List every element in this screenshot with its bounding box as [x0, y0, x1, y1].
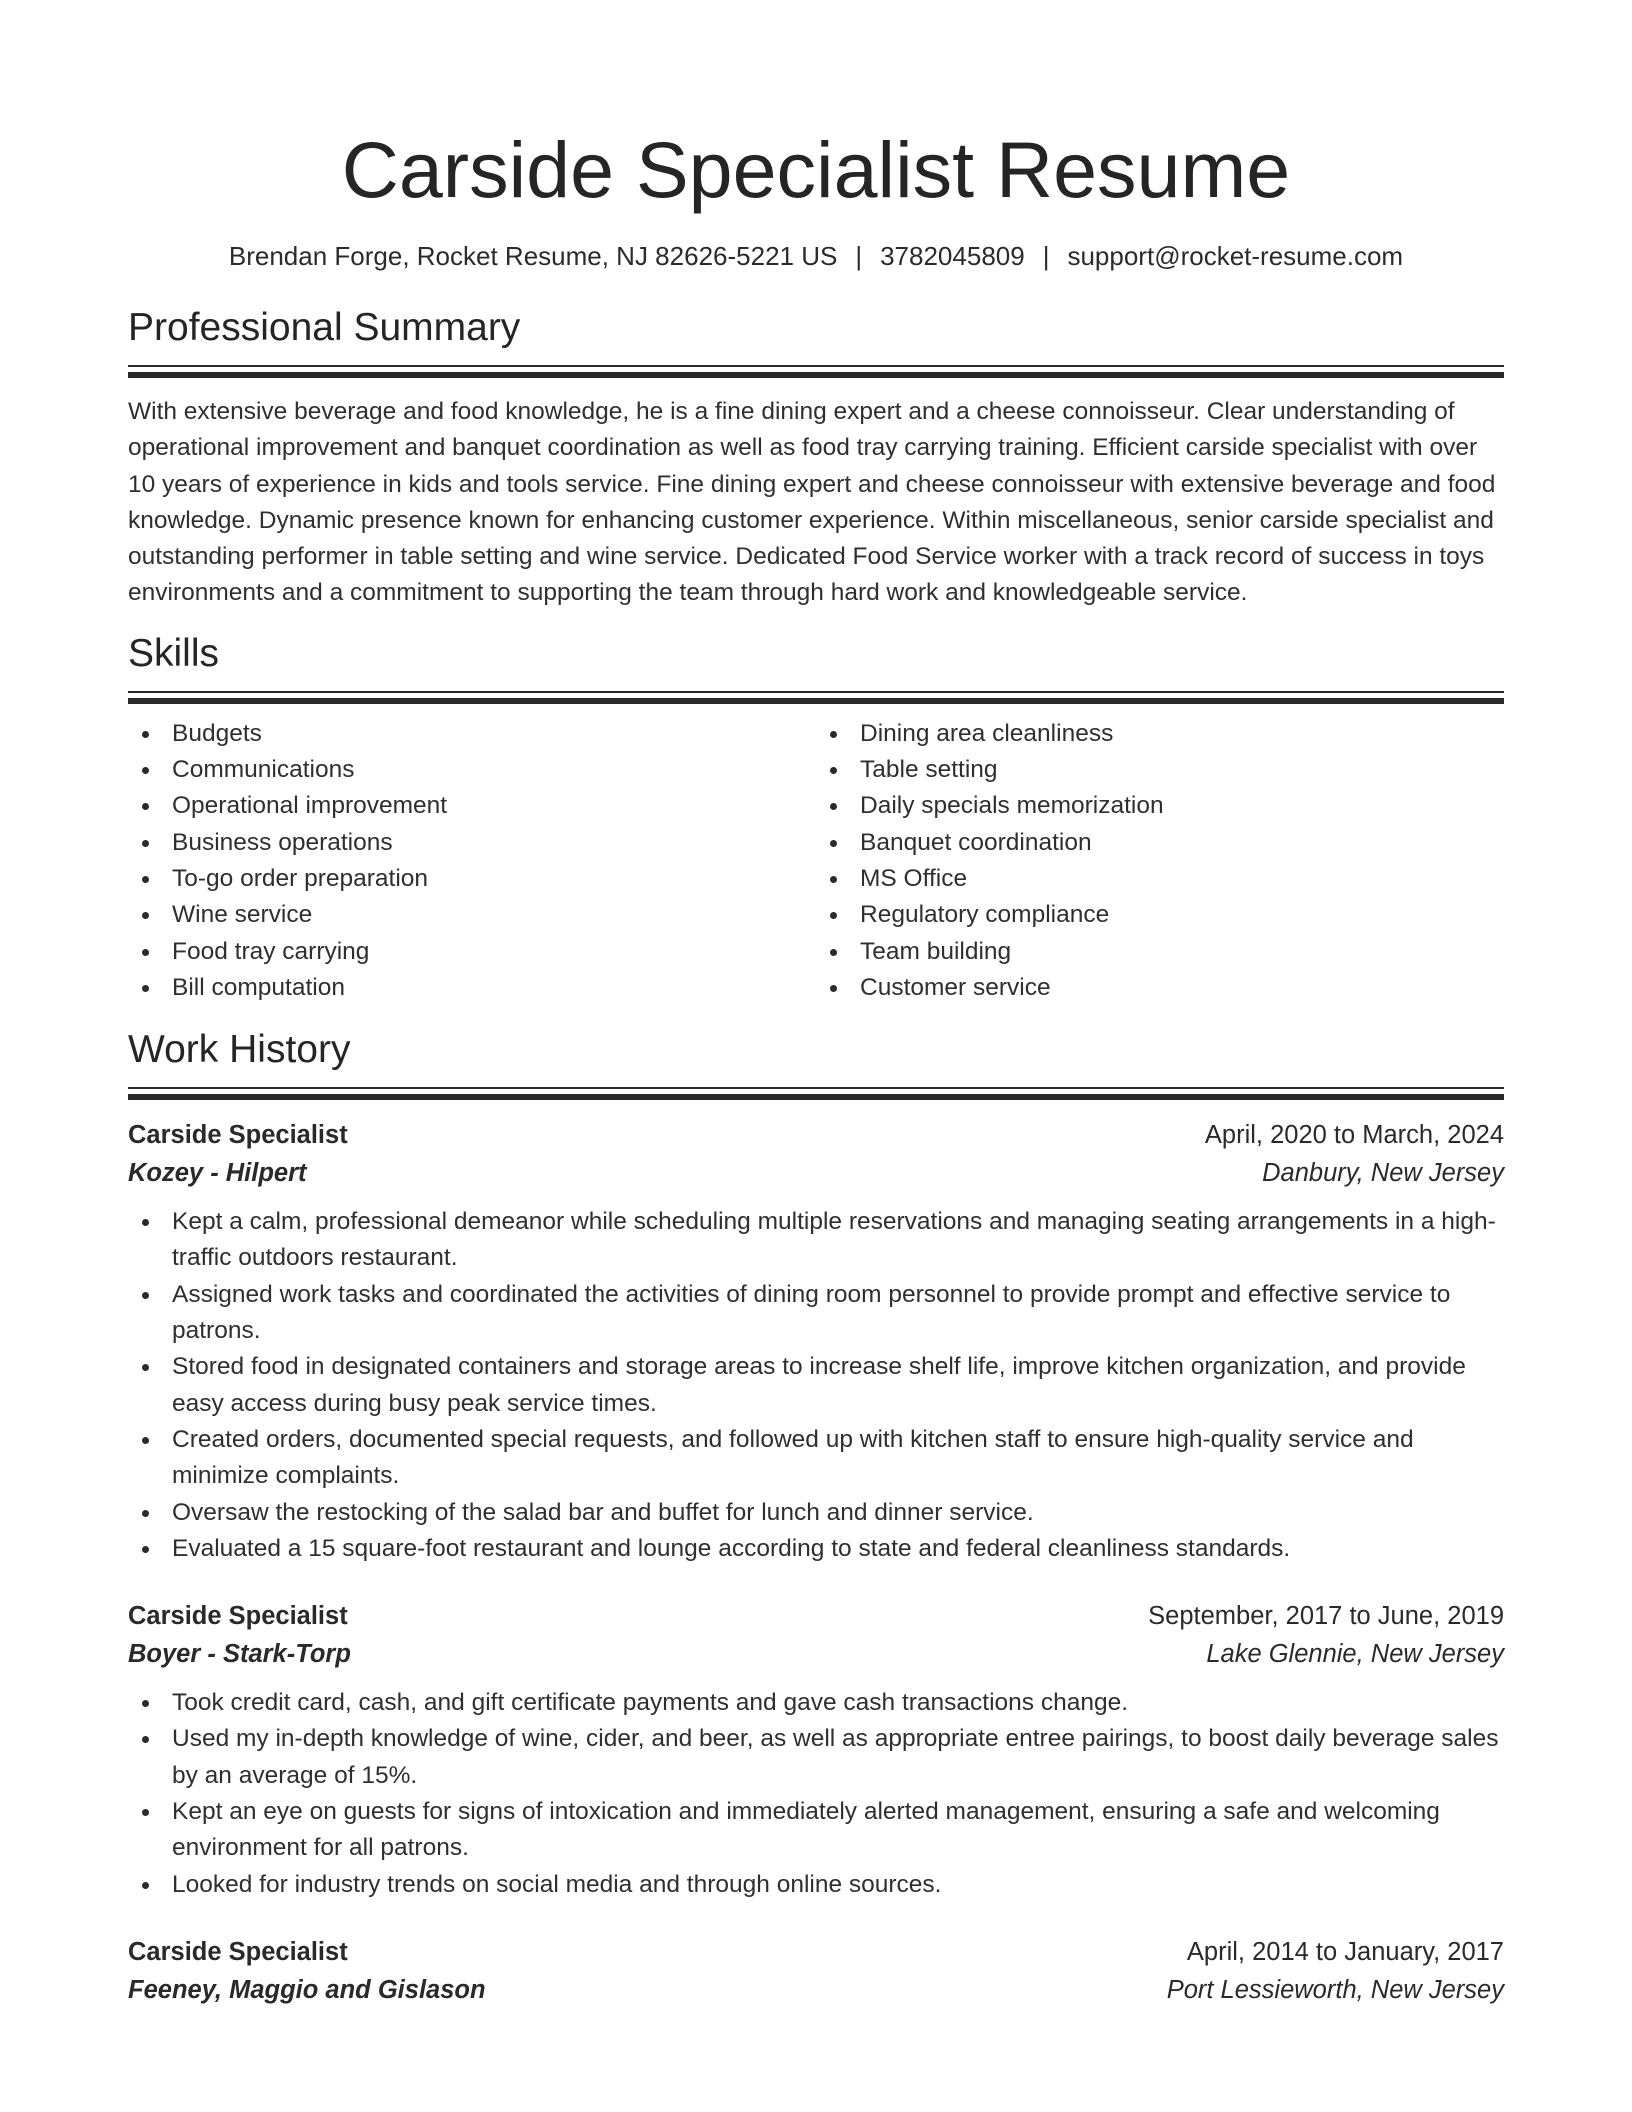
- skill-item: Dining area cleanliness: [816, 716, 1504, 752]
- job-role: Carside Specialist: [128, 1121, 348, 1150]
- skill-item: MS Office: [816, 861, 1504, 897]
- job-bullet: Stored food in designated containers and storage areas to increase shelf life, improve kitchen organization, and provide easy access during busy peak service times.: [128, 1349, 1504, 1422]
- skill-item: Budgets: [128, 716, 816, 752]
- job-bullet: Kept a calm, professional demeanor while scheduling multiple reservations and managing seating arrangements in a high-traffic outdoors restaurant.: [128, 1204, 1504, 1277]
- skill-item: Communications: [128, 752, 816, 788]
- job-subheader: [128, 1154, 1504, 1192]
- section-divider: [128, 1087, 1504, 1100]
- job-bullets: [128, 1685, 1504, 1903]
- job-company: Boyer - Stark-Torp: [128, 1640, 351, 1669]
- skills-column-left: [128, 716, 816, 1006]
- skills-section: [128, 630, 1504, 1006]
- contact-phone: 3782045809: [880, 241, 1025, 271]
- summary-heading: Professional Summary: [128, 306, 521, 349]
- job-dates: April, 2020 to March, 2024: [1204, 1121, 1504, 1150]
- job-subheader: [128, 1971, 1504, 2009]
- skills-column-right: [816, 716, 1504, 1006]
- job-header: [128, 1933, 1504, 1971]
- job-dates: September, 2017 to June, 2019: [1148, 1602, 1504, 1631]
- job-dates: April, 2014 to January, 2017: [1186, 1937, 1504, 1966]
- summary-text: With extensive beverage and food knowledge, he is a fine dining expert and a cheese connoisseur. Clear understanding of operational improvement and banquet coordination as well as food tray carrying training. Efficient carside specialist with over 10 years of experience in kids and tools service. Fine dining expert and cheese connoisseur with extensive beverage and food knowledge. Dynamic presence known for enhancing customer experience. Within miscellaneous, senior carside specialist and outstanding performer in table setting and wine service. Dedicated Food Service worker with a track record of success in toys environments and a commitment to supporting the team through hard work and knowledgeable service.: [128, 398, 1496, 607]
- job-company: Feeney, Maggio and Gislason: [128, 1975, 486, 2004]
- job-entry: [128, 1597, 1504, 1903]
- summary-section: [128, 304, 1504, 612]
- job-entry: [128, 1933, 1504, 2009]
- skill-item: Operational improvement: [128, 788, 816, 824]
- job-location: Danbury, New Jersey: [1262, 1159, 1504, 1188]
- skill-item: Food tray carrying: [128, 934, 816, 970]
- skill-item: Regulatory compliance: [816, 897, 1504, 933]
- page-title: Carside Specialist Resume: [341, 125, 1291, 214]
- section-divider: [128, 691, 1504, 704]
- skills-list: [128, 716, 1504, 1006]
- job-location: Lake Glennie, New Jersey: [1206, 1640, 1504, 1669]
- contact-address: Brendan Forge, Rocket Resume, NJ 82626-5221 US: [228, 241, 838, 271]
- skill-item: Customer service: [816, 970, 1504, 1006]
- job-location: Port Lessieworth, New Jersey: [1166, 1975, 1504, 2004]
- job-company: Kozey - Hilpert: [128, 1159, 307, 1188]
- contact-email: support@rocket-resume.com: [1067, 241, 1404, 271]
- job-role: Carside Specialist: [128, 1602, 348, 1631]
- skill-item: Bill computation: [128, 970, 816, 1006]
- job-header: [128, 1116, 1504, 1154]
- skill-item: Banquet coordination: [816, 825, 1504, 861]
- job-bullet: Kept an eye on guests for signs of intoxication and immediately alerted management, ensuring a safe and welcoming environment for all patrons.: [128, 1794, 1504, 1867]
- job-bullets: [128, 1204, 1504, 1567]
- skill-item: Team building: [816, 934, 1504, 970]
- job-header: [128, 1597, 1504, 1635]
- contact-separator: |: [1042, 241, 1050, 271]
- job-bullet: Oversaw the restocking of the salad bar and buffet for lunch and dinner service.: [128, 1495, 1504, 1531]
- job-bullet: Looked for industry trends on social media and through online sources.: [128, 1867, 1504, 1903]
- skill-item: Business operations: [128, 825, 816, 861]
- skill-item: Daily specials memorization: [816, 788, 1504, 824]
- job-bullet: Evaluated a 15 square-foot restaurant and lounge according to state and federal cleanliness standards.: [128, 1531, 1504, 1567]
- job-subheader: [128, 1635, 1504, 1673]
- job-entry: [128, 1116, 1504, 1567]
- skill-item: Table setting: [816, 752, 1504, 788]
- job-bullet: Took credit card, cash, and gift certificate payments and gave cash transactions change.: [128, 1685, 1504, 1721]
- section-divider: [128, 365, 1504, 378]
- job-role: Carside Specialist: [128, 1937, 348, 1966]
- work-section: [128, 1026, 1504, 2009]
- contact-line: [128, 238, 1504, 274]
- resume-content: [128, 120, 1504, 2009]
- job-bullet: Assigned work tasks and coordinated the activities of dining room personnel to provide prompt and effective service to patrons.: [128, 1277, 1504, 1350]
- job-bullet: Created orders, documented special requests, and followed up with kitchen staff to ensure high-quality service and minimize complaints.: [128, 1422, 1504, 1495]
- job-bullet: Used my in-depth knowledge of wine, cider, and beer, as well as appropriate entree pairings, to boost daily beverage sales by an average of 15%.: [128, 1721, 1504, 1794]
- work-heading: Work History: [128, 1028, 351, 1072]
- contact-separator: |: [855, 241, 863, 271]
- skills-heading: Skills: [128, 631, 220, 675]
- skill-item: Wine service: [128, 897, 816, 933]
- skill-item: To-go order preparation: [128, 861, 816, 897]
